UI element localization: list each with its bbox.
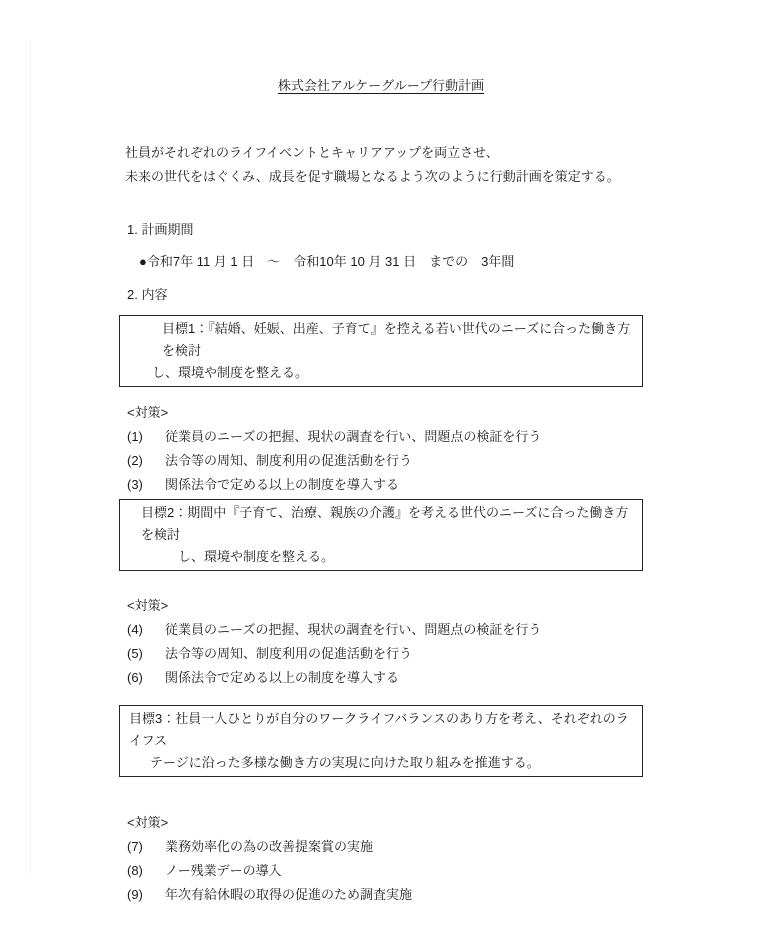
measure-text: 法令等の周知、制度利用の促進活動を行う bbox=[165, 453, 413, 468]
measure-text: 関係法令で定める以上の制度を導入する bbox=[165, 477, 400, 492]
measure-text: 関係法令で定める以上の制度を導入する bbox=[165, 670, 400, 685]
measure-number: (3) bbox=[127, 477, 143, 492]
plan-period-value bbox=[139, 250, 643, 274]
measures-heading-2: <対策> bbox=[127, 598, 169, 613]
measure-number: (5) bbox=[127, 646, 143, 661]
measure-text: 法令等の周知、制度利用の促進活動を行う bbox=[165, 646, 413, 661]
goal-3-line-2: テージに沿った多様な働き方の実現に向けた取り組みを推進する。 bbox=[150, 755, 540, 770]
goal-1-line-1: 目標1：『結婚、妊娠、出産、子育て』を控える若い世代のニーズに合った働き方を検討 bbox=[162, 321, 631, 358]
plan-period-text: 令和7年 11 月 1 日 ～ 令和10年 10 月 31 日 までの 3年間 bbox=[146, 254, 515, 269]
measures-heading-1: <対策> bbox=[127, 405, 169, 420]
measure-number: (8) bbox=[127, 863, 143, 878]
intro-line-1: 社員がそれぞれのライフイベントとキャリアアップを両立させ、 bbox=[125, 145, 499, 160]
measure-item-1 bbox=[127, 425, 643, 449]
measure-text: 業務効率化の為の改善提案賞の実施 bbox=[165, 839, 374, 854]
intro-paragraph bbox=[125, 141, 643, 189]
goal-3-box bbox=[119, 705, 643, 777]
goal-2-box bbox=[119, 499, 643, 571]
document-title-text: 株式会社アルケーグループ行動計画 bbox=[277, 78, 485, 93]
measure-text: 従業員のニーズの把握、現状の調査を行い、問題点の検証を行う bbox=[165, 622, 542, 637]
document-title bbox=[119, 74, 643, 98]
measure-number: (1) bbox=[127, 429, 143, 444]
goal-2-line-2: し、環境や制度を整える。 bbox=[178, 549, 335, 564]
measure-number: (6) bbox=[127, 670, 143, 685]
measure-text: 年次有給休暇の取得の促進のため調査実施 bbox=[165, 887, 413, 902]
measure-item-2 bbox=[127, 449, 643, 473]
measures-heading-3: <対策> bbox=[127, 815, 169, 830]
measure-item-3 bbox=[127, 473, 643, 497]
goal-3-line-1: 目標3：社員一人ひとりが自分のワークライフバランスのあり方を考え、それぞれのライフス bbox=[129, 711, 629, 748]
section-heading-plan-period: 1. 計画期間 bbox=[127, 222, 194, 237]
measure-item-5 bbox=[127, 642, 643, 666]
measure-number: (7) bbox=[127, 839, 143, 854]
measure-number: (4) bbox=[127, 622, 143, 637]
intro-line-2: 未来の世代をはぐくみ、成長を促す職場となるよう次のように行動計画を策定する。 bbox=[125, 169, 620, 184]
goal-2-line-1: 目標2：期間中『子育て、治療、親族の介護』を考える世代のニーズに合った働き方を検討 bbox=[141, 505, 629, 542]
section-heading-content: 2. 内容 bbox=[127, 287, 168, 302]
measure-number: (9) bbox=[127, 887, 143, 902]
bullet-icon: ● bbox=[139, 254, 147, 269]
measure-number: (2) bbox=[127, 453, 143, 468]
measure-item-9 bbox=[127, 883, 643, 907]
measure-text: ノー残業デーの導入 bbox=[165, 863, 282, 878]
measure-text: 従業員のニーズの把握、現状の調査を行い、問題点の検証を行う bbox=[165, 429, 542, 444]
goal-1-line-2: し、環境や制度を整える。 bbox=[152, 365, 309, 380]
measure-item-4 bbox=[127, 618, 643, 642]
measure-item-6 bbox=[127, 666, 643, 690]
measure-item-8 bbox=[127, 859, 643, 883]
measure-item-7 bbox=[127, 835, 643, 859]
goal-1-box bbox=[119, 315, 643, 387]
